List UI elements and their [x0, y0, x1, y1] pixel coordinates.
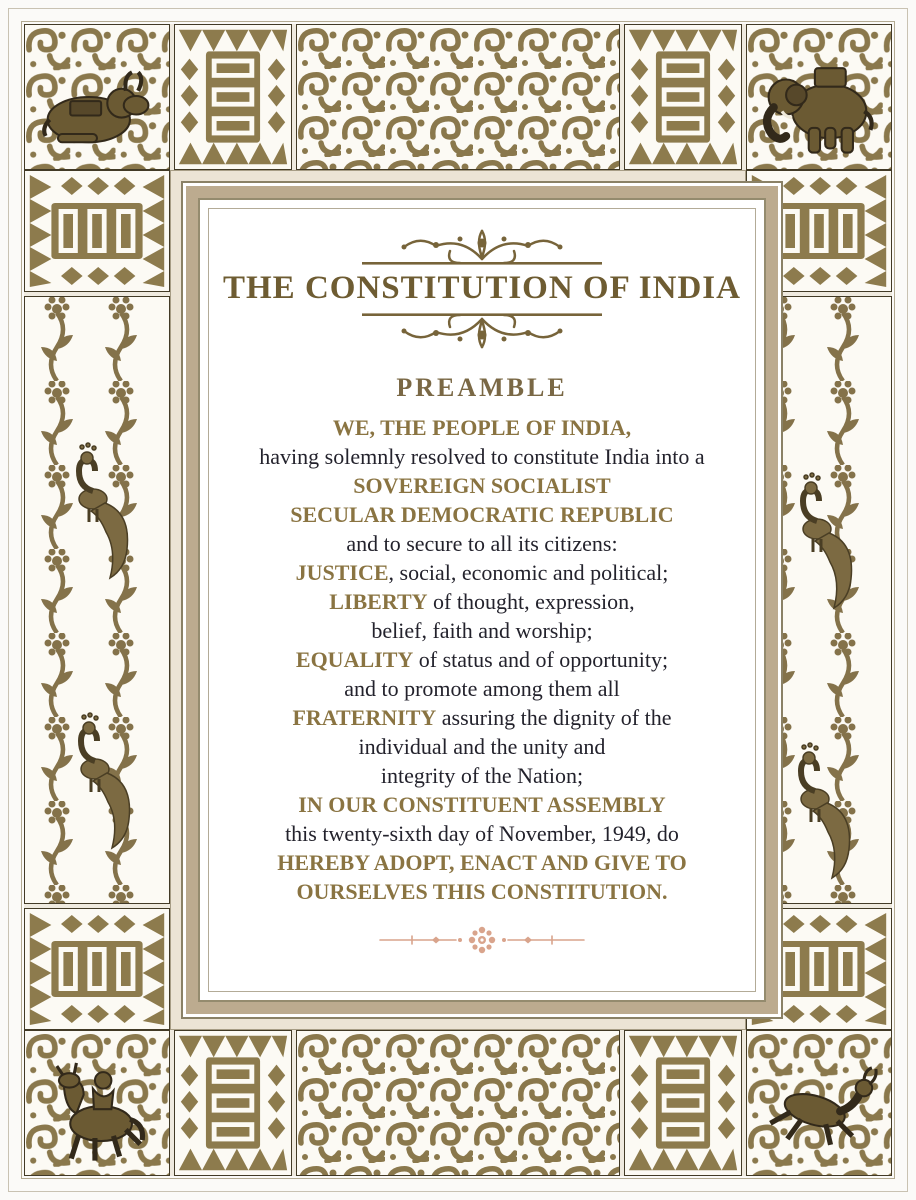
border-band-left	[24, 170, 170, 1030]
border-tile-geometric	[174, 24, 292, 170]
horse-rider-icon	[25, 1031, 169, 1175]
preamble-line	[223, 645, 741, 674]
preamble-segment: WE, THE PEOPLE OF INDIA,	[332, 414, 632, 440]
preamble-segment: and to secure to all its citizens:	[346, 530, 618, 556]
preamble-line	[223, 848, 741, 877]
border-tile-horse	[24, 1030, 170, 1176]
preamble-segment: OURSELVES THIS CONSTITUTION.	[296, 878, 668, 904]
preamble-line	[223, 703, 741, 732]
preamble-segment: integrity of the Nation;	[380, 762, 584, 788]
border-band-top	[24, 24, 892, 170]
border-tile-geometric	[24, 170, 170, 292]
preamble-line	[223, 732, 741, 761]
diamond-bars-icon	[25, 171, 169, 291]
preamble-line	[223, 674, 741, 703]
preamble-line	[223, 413, 741, 442]
preamble-segment: having solemnly resolved to constitute India into a	[259, 443, 705, 469]
border-panel-scrollwork-top	[296, 24, 620, 170]
preamble-heading: PREAMBLE	[396, 372, 568, 402]
foliate-scrollwork-icon	[297, 1031, 619, 1175]
leaping-deer-icon	[747, 1031, 891, 1175]
preamble-line	[223, 529, 741, 558]
page-title: THE CONSTITUTION OF INDIA	[223, 270, 741, 306]
preamble-segment: EQUALITY	[295, 646, 414, 672]
preamble-segment: and to promote among them all	[344, 675, 620, 701]
preamble-segment: assuring the dignity of the	[436, 704, 672, 730]
leafy-flourish-bottom-icon	[332, 311, 632, 349]
diamond-bars-icon	[175, 1031, 291, 1175]
preamble-segment: FRATERNITY	[292, 704, 437, 730]
preamble-segment: , social, economic and political;	[388, 559, 669, 585]
preamble-segment: IN OUR CONSTITUENT ASSEMBLY	[298, 791, 666, 817]
preamble-segment: individual and the unity and	[358, 733, 606, 759]
border-band-bottom	[24, 1030, 892, 1176]
elephant-icon	[747, 25, 891, 169]
preamble-lines	[223, 413, 741, 906]
preamble-segment: HEREBY ADOPT, ENACT AND GIVE TO	[277, 849, 687, 875]
panel-frame-mid	[198, 198, 766, 1002]
preamble-segment: LIBERTY	[329, 588, 428, 614]
panel-frame-inner	[208, 208, 756, 992]
border-tile-deer	[746, 1030, 892, 1176]
floral-vine-peacock-icon	[25, 297, 169, 903]
preamble-line	[223, 471, 741, 500]
border-tile-geometric	[24, 908, 170, 1030]
center-panel	[181, 181, 741, 1019]
border-tile-bull	[24, 24, 170, 170]
preamble-segment: of status and of opportunity;	[413, 646, 669, 672]
border-tile-geometric	[624, 1030, 742, 1176]
document-body	[209, 209, 755, 991]
preamble-segment: this twenty-sixth day of November, 1949, do	[285, 820, 679, 846]
diamond-bars-icon	[25, 909, 169, 1029]
preamble-segment: SECULAR DEMOCRATIC REPUBLIC	[290, 501, 674, 527]
leafy-flourish-top-icon	[332, 229, 632, 267]
preamble-line	[223, 790, 741, 819]
preamble-segment: JUSTICE	[295, 559, 389, 585]
panel-frame-tan-band	[186, 186, 778, 1014]
preamble-line	[223, 500, 741, 529]
preamble-line	[223, 442, 741, 471]
preamble-segment: belief, faith and worship;	[371, 617, 593, 643]
panel-frame-outer	[181, 181, 783, 1019]
preamble-line	[223, 819, 741, 848]
reclining-bull-icon	[25, 25, 169, 169]
preamble-segment: of thought, expression,	[427, 588, 635, 614]
preamble-line	[223, 761, 741, 790]
preamble-segment: SOVEREIGN SOCIALIST	[353, 472, 611, 498]
diamond-bars-icon	[625, 1031, 741, 1175]
border-panel-scrollwork-bottom	[296, 1030, 620, 1176]
preamble-line	[223, 558, 741, 587]
diamond-bars-icon	[625, 25, 741, 169]
border-tile-geometric	[174, 1030, 292, 1176]
foliate-scrollwork-icon	[297, 25, 619, 169]
border-tile-elephant	[746, 24, 892, 170]
preamble-line	[223, 587, 741, 616]
preamble-line	[223, 616, 741, 645]
diamond-bars-icon	[175, 25, 291, 169]
border-tile-geometric	[624, 24, 742, 170]
border-panel-floral-left	[24, 296, 170, 904]
preamble-line	[223, 877, 741, 906]
panel-margin	[170, 170, 746, 1030]
rosette-divider-icon	[372, 922, 592, 958]
